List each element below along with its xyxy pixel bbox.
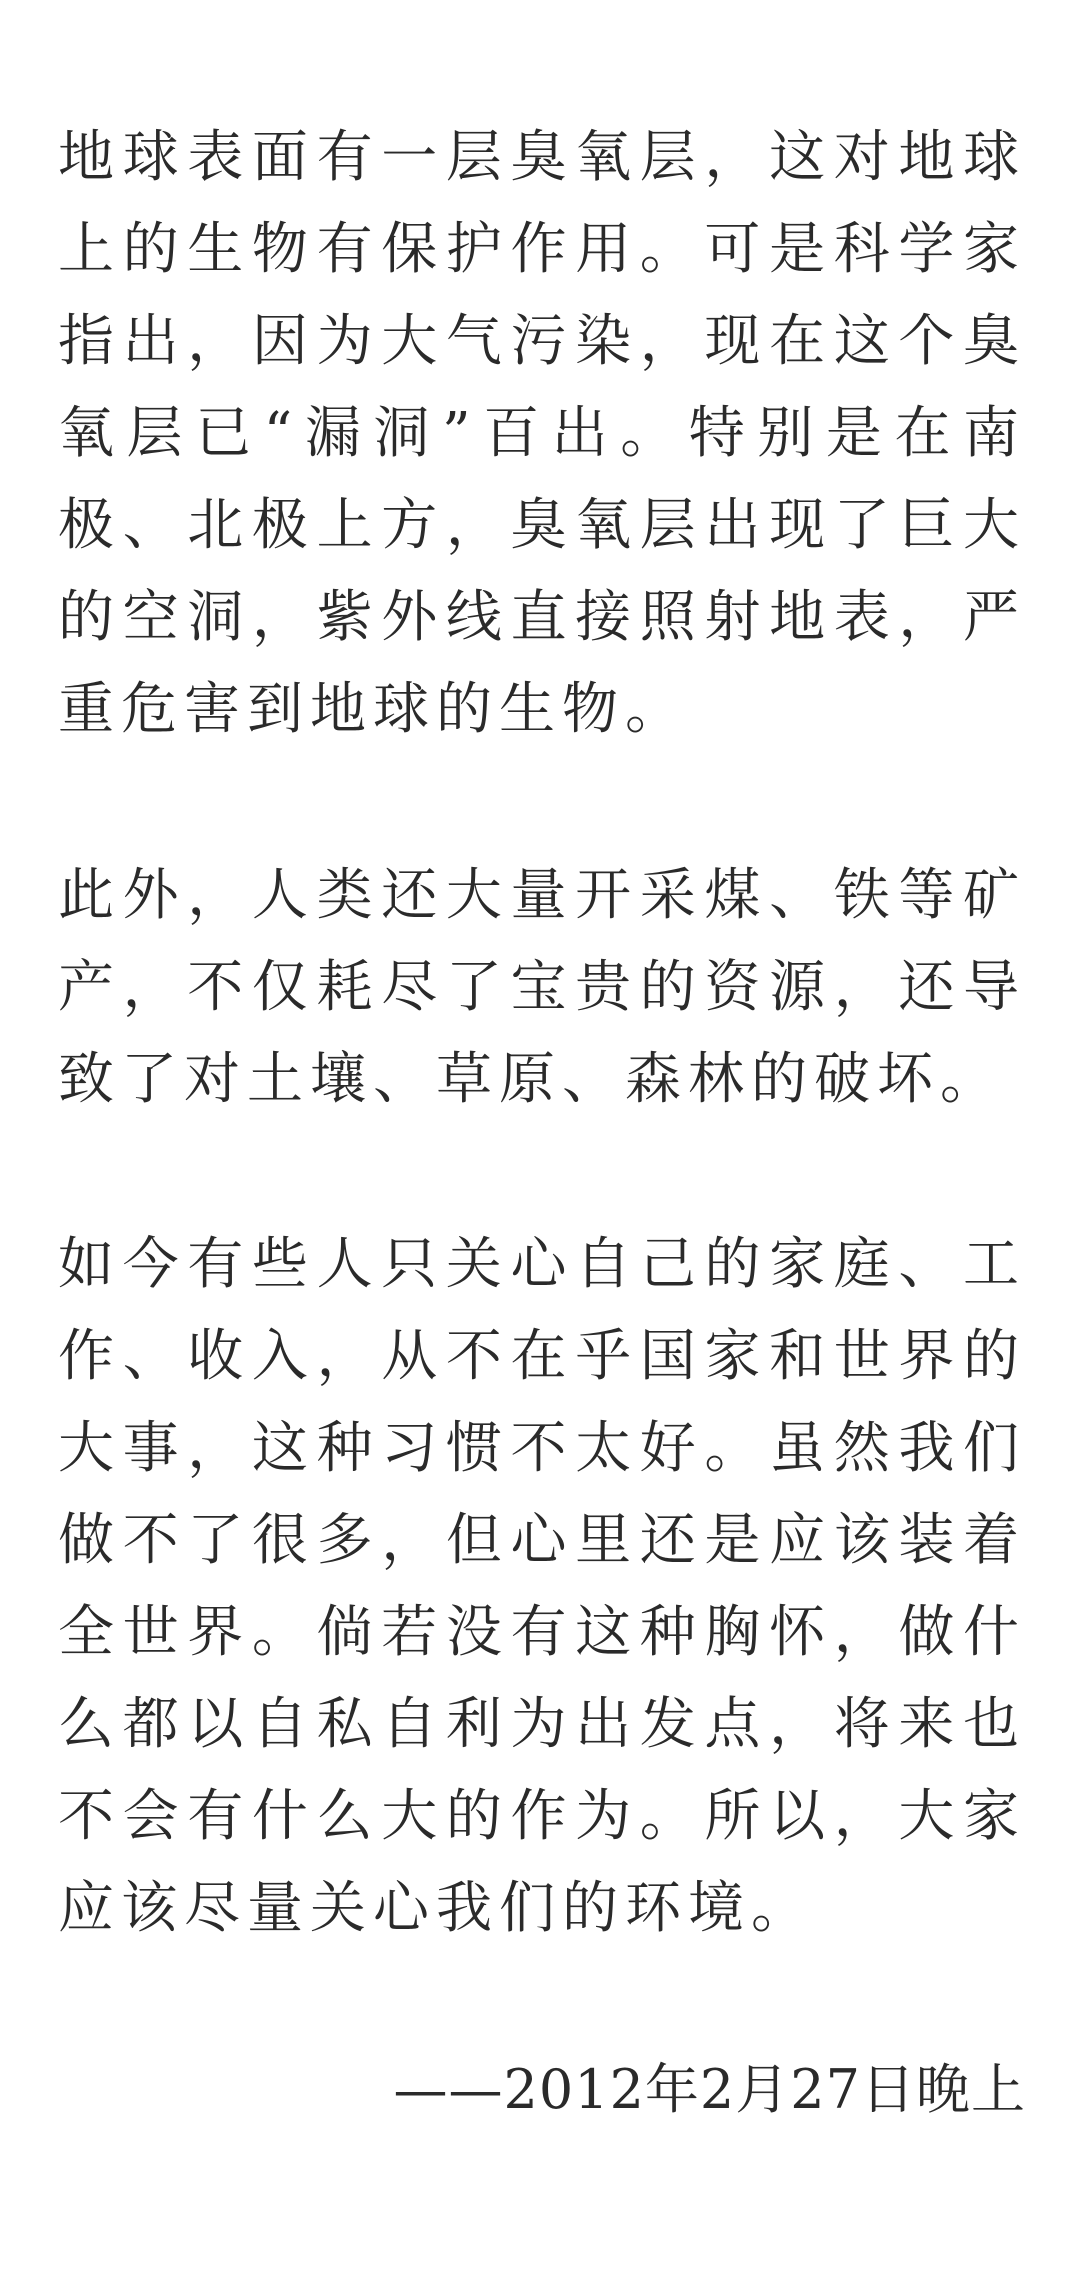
paragraph-mining-resources: 此外，人类还大量开采煤、铁等矿产，不仅耗尽了宝贵的资源，还导致了对土壤、草原、森林的破坏。 <box>58 863 1026 1112</box>
paragraph-ozone-layer: 地球表面有一层臭氧层，这对地球上的生物有保护作用。可是科学家指出，因为大气污染，现在这个臭氧层已“漏洞”百出。特别是在南极、北极上方，臭氧层出现了巨大的空洞，紫外线直接照射地表，严重危害到地球的生物。 <box>58 125 1026 742</box>
paragraph-care-for-environment: 如今有些人只关心自己的家庭、工作、收入，从不在乎国家和世界的大事，这种习惯不太好。虽然我们做不了很多，但心里还是应该装着全世界。倘若没有这种胸怀，做什么都以自私自利为出发点，将来也不会有什么大的作为。所以，大家应该尽量关心我们的环境。 <box>58 1232 1026 1941</box>
date-signature: ——2012年2月27日晚上 <box>393 2058 1026 2121</box>
